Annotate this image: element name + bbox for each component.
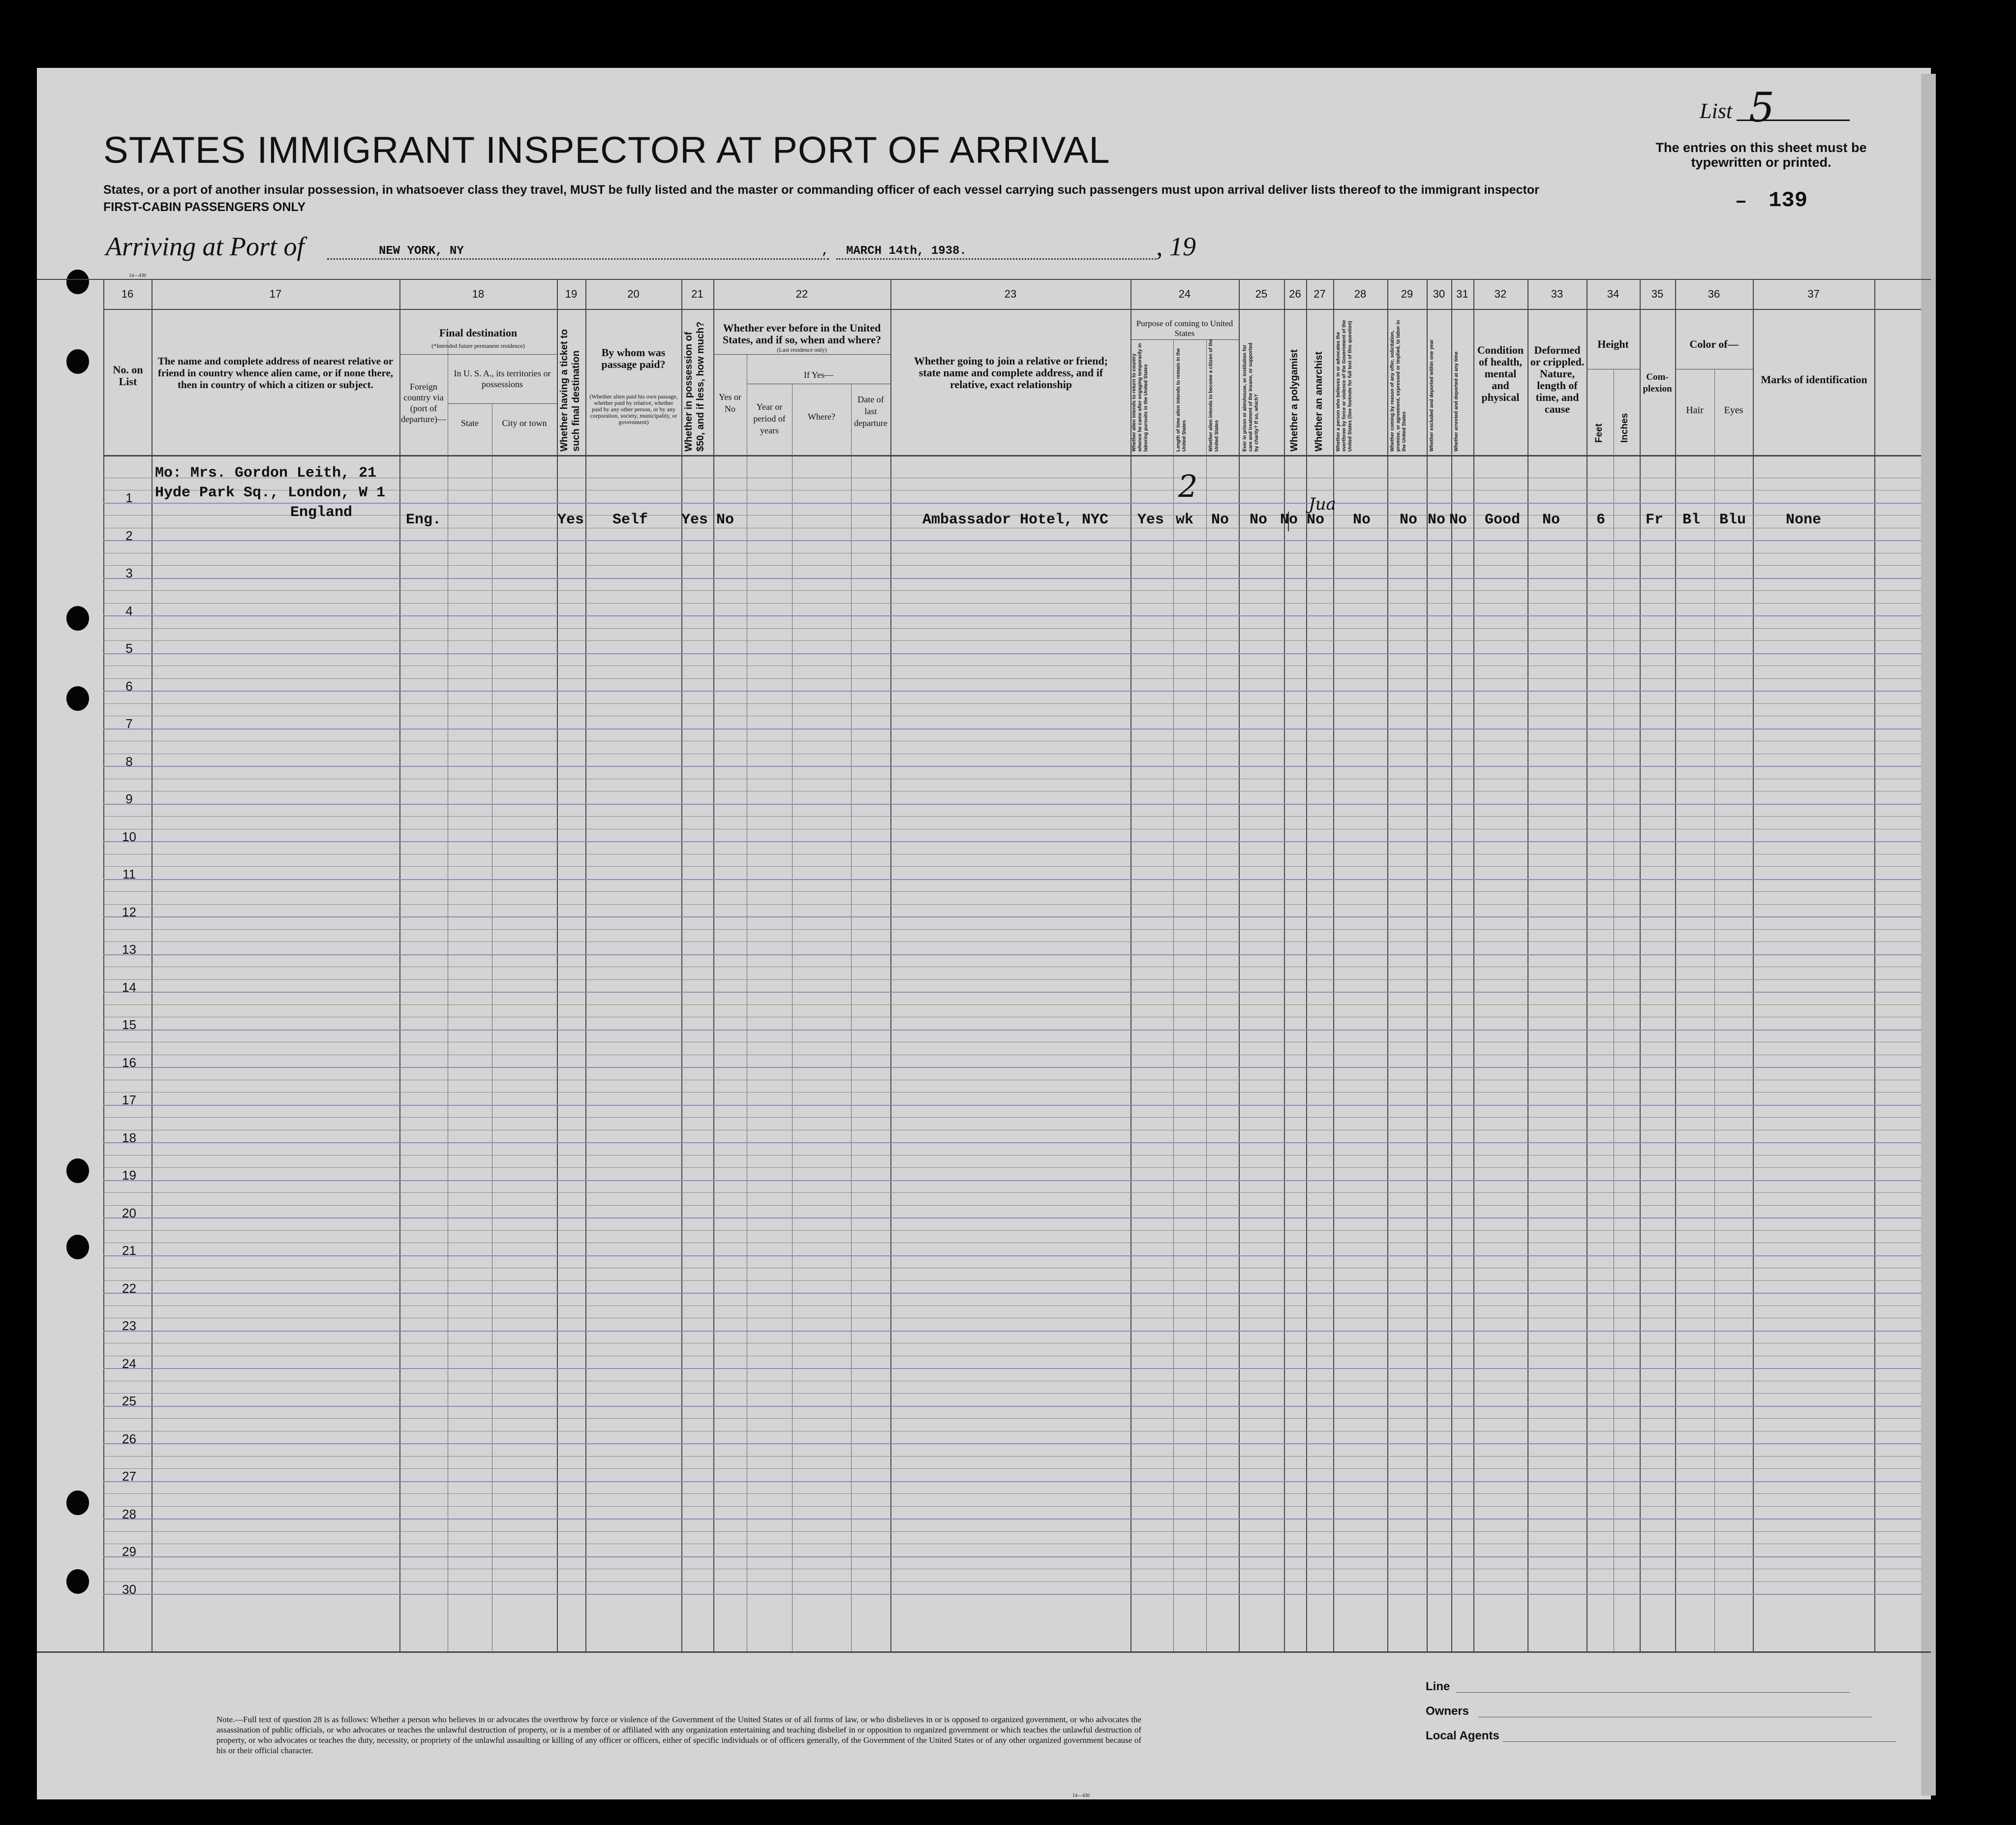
feet-value: 6 — [1596, 512, 1606, 528]
marks-value: None — [1786, 512, 1822, 528]
header-relative-address: The name and complete address of nearest relative or friend in country whence alien came, or if none there, then in country of which a citizen or subject. — [157, 355, 394, 391]
row-rule — [103, 804, 1921, 805]
header-eyes: Eyes — [1724, 405, 1743, 416]
row-rule — [103, 653, 1921, 654]
col-border — [1753, 279, 1754, 1651]
row-number: 26 — [122, 1431, 136, 1446]
line-field — [1456, 1692, 1850, 1693]
form-code-top: 14—430 — [129, 273, 146, 278]
row-rule — [103, 1067, 1921, 1068]
header-foreign-country: Foreign country via (port of departure)— — [401, 382, 446, 424]
col-border — [1714, 369, 1715, 1651]
row-rule — [103, 816, 1921, 817]
length-handwritten: 2 — [1178, 468, 1198, 504]
foreign-country-value: Eng. — [406, 512, 442, 528]
header-ever-before: Whether ever before in the United States, and if so, when and where? — [722, 322, 882, 346]
row-rule — [103, 954, 1921, 955]
c18-usa-line — [448, 403, 557, 404]
col-border — [1527, 279, 1528, 1651]
col-border — [1874, 279, 1875, 1651]
joining-value: Ambassador Hotel, NYC — [922, 512, 1109, 528]
row-rule — [103, 1280, 1921, 1281]
header-anarchist: Whether an anarchist — [1313, 351, 1324, 452]
ticket-value: Yes — [557, 512, 584, 528]
row-number: 9 — [125, 791, 133, 806]
row-number: 28 — [122, 1506, 136, 1521]
col-border — [1306, 279, 1307, 1651]
date-value: MARCH 14th, 1938. — [846, 244, 967, 258]
sheet-edge — [1921, 74, 1936, 1795]
header-purpose: Purpose of coming to United States — [1136, 319, 1233, 338]
row-rule — [103, 1092, 1921, 1093]
col-number: 35 — [1651, 288, 1664, 300]
col-number: 19 — [565, 288, 578, 300]
row-number: 2 — [125, 528, 133, 543]
stamp-dash — [1737, 201, 1745, 203]
row-rule — [103, 603, 1921, 604]
header-ever-before-sub: (Last residence only) — [777, 346, 827, 353]
row-rule — [103, 904, 1921, 905]
row-rule — [103, 1004, 1921, 1005]
c18-sub-line — [399, 354, 557, 355]
row-rule — [103, 565, 1921, 566]
header-years: Year or period of years — [753, 402, 786, 435]
row-rule — [103, 503, 1921, 504]
header-q28: Whether a person who believes in or advocates the overthrow by force or violence of the Government of the United States (See footnote for full text of this question) — [1336, 320, 1353, 452]
col-border — [557, 279, 558, 1651]
list-label: List — [1700, 99, 1733, 123]
handwritten-annotation: Jua — [1309, 494, 1336, 514]
punch-hole — [66, 1569, 89, 1594]
col-border — [851, 384, 852, 1651]
col-border — [792, 384, 793, 1651]
header-health: Condition of health, mental and physical — [1477, 344, 1524, 403]
form-code-bottom: 14—430 — [1072, 1793, 1090, 1798]
class-line: FIRST-CABIN PASSENGERS ONLY — [103, 200, 306, 214]
punch-hole — [66, 349, 89, 374]
row-number: 14 — [122, 979, 136, 995]
col-number: 30 — [1433, 288, 1445, 300]
table-top-border — [37, 279, 1931, 280]
owners-label: Owners — [1426, 1704, 1469, 1718]
row-rule — [103, 1418, 1921, 1419]
return-value: Yes — [1137, 512, 1164, 528]
row-rule — [103, 992, 1921, 993]
list-number: 5 — [1749, 85, 1775, 131]
polygamist-value: No — [1280, 512, 1298, 528]
row-rule — [103, 729, 1921, 730]
header-complexion: Com-plexion — [1643, 372, 1672, 394]
row-rule — [103, 678, 1921, 679]
q28-value: No — [1353, 512, 1371, 528]
row-number: 24 — [122, 1356, 136, 1371]
col-number: 31 — [1456, 288, 1468, 300]
prison-value: No — [1250, 512, 1268, 528]
row-rule — [103, 1506, 1921, 1507]
row-number: 30 — [122, 1582, 136, 1597]
col-number: 29 — [1401, 288, 1413, 300]
header-yes-no: Yes or No — [719, 392, 741, 414]
row-rule — [103, 891, 1921, 892]
line-label: Line — [1426, 1680, 1450, 1693]
col-number: 32 — [1494, 288, 1507, 300]
row-rule — [103, 866, 1921, 867]
col-number: 20 — [627, 288, 640, 300]
row-rule — [103, 1293, 1921, 1294]
col-number: 18 — [472, 288, 485, 300]
row-number: 22 — [122, 1280, 136, 1296]
form-title: STATES IMMIGRANT INSPECTOR AT PORT OF ARRIVAL — [103, 129, 1110, 171]
header-if-yes: If Yes— — [803, 370, 833, 380]
health-value: Good — [1485, 512, 1521, 528]
header-deformed: Deformed or crippled. Nature, length of time, and cause — [1530, 344, 1585, 415]
header-height: Height — [1597, 338, 1629, 350]
row-rule — [103, 1481, 1921, 1482]
row-rule — [103, 1556, 1921, 1557]
local-agents-label: Local Agents — [1426, 1729, 1499, 1742]
row-number: 21 — [122, 1243, 136, 1258]
row-number: 19 — [122, 1168, 136, 1183]
relative-address-line3: England — [290, 504, 353, 521]
before-in-us-value: No — [716, 512, 734, 528]
relative-address-line1: Mo: Mrs. Gordon Leith, 21 — [155, 465, 377, 482]
header-final-destination-sub: (*Intended future permanent residence) — [431, 342, 525, 349]
col-border — [890, 279, 891, 1651]
row-rule — [103, 916, 1921, 917]
row-rule — [103, 640, 1921, 641]
col-border — [1206, 339, 1207, 1651]
header-no-on-list: No. on List — [113, 364, 143, 388]
punch-hole — [66, 686, 89, 711]
row-rule — [103, 766, 1921, 767]
q31-value: No — [1449, 512, 1467, 528]
row-rule — [103, 628, 1921, 629]
row-number: 17 — [122, 1093, 136, 1107]
header-final-destination: Final destination — [439, 327, 518, 339]
eyes-value: Blu — [1719, 512, 1746, 528]
row-number: 16 — [122, 1055, 136, 1070]
row-rule — [103, 703, 1921, 704]
deformed-value: No — [1542, 512, 1560, 528]
citizen-value: No — [1211, 512, 1229, 528]
row-rule — [103, 1594, 1921, 1595]
header-feet: Feet — [1594, 423, 1604, 443]
header-city: City or town — [502, 418, 547, 428]
header-q31: Whether arrested and deported at any time — [1454, 351, 1459, 452]
header-passage-paid-sub: (Whether alien paid his own passage, whether paid by relative, whether paid by any other person, or by any corporation, society, municipality, or government) — [589, 393, 678, 426]
col-border — [1387, 279, 1388, 1651]
header-where: Where? — [808, 412, 835, 422]
col-border — [585, 279, 586, 1651]
header-last-departure: Date of last departure — [854, 395, 887, 428]
row-rule — [103, 1443, 1921, 1444]
anarchist-value: No — [1307, 512, 1325, 528]
row-rule — [103, 1105, 1921, 1106]
local-agents-field — [1503, 1741, 1896, 1742]
row-rule — [103, 1230, 1921, 1231]
manifest-sheet — [37, 68, 1931, 1799]
punch-hole — [66, 606, 89, 631]
row-number: 3 — [125, 566, 133, 580]
arriving-label: Arriving at Port of — [106, 232, 305, 261]
header-in-usa: In U. S. A., its territories or possessions — [454, 368, 551, 389]
row-rule — [103, 929, 1921, 930]
col-number: 16 — [121, 288, 134, 300]
row-rule — [103, 1192, 1921, 1193]
col-number: 22 — [795, 288, 808, 300]
col-border — [103, 279, 104, 1651]
q30-value: No — [1428, 512, 1446, 528]
fifty-dollars-value: Yes — [681, 512, 708, 528]
row-rule — [103, 1142, 1921, 1143]
col-number: 17 — [269, 288, 282, 300]
col-border — [1451, 279, 1452, 1651]
row-number: 15 — [122, 1017, 136, 1032]
row-rule — [103, 1531, 1921, 1532]
row-rule — [103, 1493, 1921, 1494]
row-rule — [103, 879, 1921, 880]
instruction-line: States, or a port of another insular possession, in whatsoever class they travel, MUST be fully listed and the master or commanding officer of each vessel carrying such passengers must upon arrival deliver lists thereof to the immigrant inspector — [103, 183, 1539, 197]
row-rule — [103, 1167, 1921, 1168]
row-number: 23 — [122, 1318, 136, 1333]
col-number: 21 — [691, 288, 703, 300]
row-number: 29 — [122, 1544, 136, 1559]
col-number: 37 — [1807, 288, 1820, 300]
header-q30: Whether excluded and deported within one year — [1429, 339, 1435, 452]
row-number: 20 — [122, 1205, 136, 1220]
row-number: 13 — [122, 942, 136, 957]
relative-address-line2: Hyde Park Sq., London, W 1 — [155, 485, 386, 501]
row-rule — [103, 1368, 1921, 1369]
row-rule — [103, 1519, 1921, 1520]
row-rule — [103, 1255, 1921, 1256]
col-border — [681, 279, 682, 1651]
q29-value: No — [1400, 512, 1418, 528]
row-rule — [103, 979, 1921, 980]
row-rule — [103, 1331, 1921, 1332]
passage-paid-value: Self — [612, 512, 648, 528]
header-length-of-stay: Length of time alien intends to remain in the United States — [1176, 348, 1187, 452]
col-border — [1587, 279, 1588, 1651]
port-field-line — [327, 258, 829, 260]
header-hair: Hair — [1686, 405, 1704, 416]
col-number: 25 — [1255, 288, 1268, 300]
row-rule — [103, 691, 1921, 692]
header-polygamist: Whether a polygamist — [1289, 349, 1300, 452]
row-number: 10 — [122, 829, 136, 844]
header-inches: Inches — [1619, 413, 1630, 443]
punch-hole — [66, 1235, 89, 1259]
row-rule — [103, 1155, 1921, 1156]
date-field-line — [836, 258, 1156, 260]
col-border — [1284, 279, 1285, 1651]
col-border — [1640, 279, 1641, 1651]
port-comma: , — [822, 244, 829, 258]
row-rule — [103, 578, 1921, 579]
row-rule — [103, 1393, 1921, 1394]
header-color-of: Color of— — [1689, 338, 1739, 350]
col-number: 27 — [1313, 288, 1326, 300]
row-rule — [103, 1468, 1921, 1469]
row-rule — [103, 540, 1921, 541]
header-joining-relative: Whether going to join a relative or friend; state name and complete address, and if relative, exact relationship — [914, 355, 1108, 391]
list-underline — [1737, 120, 1850, 121]
row-rule — [103, 1180, 1921, 1181]
row-number: 4 — [125, 603, 133, 618]
col-border — [1130, 279, 1131, 1651]
col-number: 34 — [1607, 288, 1619, 300]
row-rule — [103, 1456, 1921, 1457]
header-ticket: Whether having a ticket to such final destination — [559, 329, 581, 452]
row-number: 11 — [122, 867, 136, 882]
port-value: NEW YORK, NY — [379, 244, 464, 258]
col-number: 24 — [1178, 288, 1191, 300]
col-border — [713, 279, 714, 1651]
row-number: 18 — [122, 1130, 136, 1145]
header-state: State — [461, 418, 479, 428]
col-number: 28 — [1354, 288, 1367, 300]
col-number: 36 — [1708, 288, 1720, 300]
length-unit-value: wk — [1176, 512, 1194, 528]
col-border — [1333, 279, 1334, 1651]
col-border — [1173, 339, 1174, 1651]
col-number: 26 — [1289, 288, 1301, 300]
punch-hole — [66, 1490, 89, 1515]
header-fifty-dollars: Whether in possession of $50, and if less, how much? — [683, 321, 706, 452]
year-prefix: , 19 — [1156, 232, 1196, 261]
col-border — [1675, 279, 1676, 1651]
punch-hole — [66, 1158, 89, 1183]
header-marks: Marks of identification — [1761, 373, 1867, 386]
stamp-number: 139 — [1769, 188, 1808, 213]
header-return-intent: Whether alien intends to return to country whence he came after engaging temporarily in laboring pursuits in the United States — [1131, 343, 1149, 452]
header-become-citizen: Whether alien intends to become a citizen of the United States — [1208, 339, 1220, 452]
row-number: 5 — [125, 641, 133, 656]
col-border — [1473, 279, 1474, 1651]
col-border — [1427, 279, 1428, 1651]
complexion-value: Fr — [1646, 512, 1664, 528]
punch-hole — [66, 270, 89, 294]
row-number: 8 — [125, 754, 133, 769]
column-number-border — [103, 309, 1921, 310]
row-rule — [103, 1117, 1921, 1118]
row-number: 12 — [122, 904, 136, 919]
footnote-question-28: Note.—Full text of question 28 is as follows: Whether a person who believes in or advocates the overthrow by force or violence of the Government of the United States or of all forms of law, or who disbelieves in or is opposed to organized government, or who advocates the assassination of public officials, or who advocates or teaches the unlawful destruction of property, or is a member of or affiliated with any organization entertaining and teaching disbelief in or opposition to organized government or which teaches the unlawful destruction of property, or who advocates or teaches the duty, necessity, or propriety of the unlawful assaulting or killing of any officer or officers, either of specific individuals or of officers generally, of the Government of the United States or of any other organized government because of his or their official character. — [216, 1715, 1141, 1755]
ditto-tick — [1288, 512, 1289, 531]
row-number: 25 — [122, 1394, 136, 1408]
row-number: 1 — [125, 490, 133, 505]
row-rule — [103, 1205, 1921, 1206]
col-number: 33 — [1551, 288, 1563, 300]
c22-sub-line — [713, 354, 890, 355]
header-passage-paid: By whom was passage paid? — [601, 346, 666, 370]
row-rule — [103, 1217, 1921, 1218]
row-rule — [103, 1406, 1921, 1407]
col-number: 23 — [1004, 288, 1017, 300]
row-rule — [103, 841, 1921, 842]
row-rule — [103, 1030, 1921, 1031]
header-bottom-border — [103, 455, 1921, 456]
entries-note: The entries on this sheet must be typewritten or printed. — [1655, 140, 1867, 170]
row-rule — [103, 615, 1921, 616]
header-prison: Ever in prison or almshouse, or institution for care and treatment of the insane, or supported by charity? If so, which? — [1242, 342, 1259, 452]
row-number: 27 — [122, 1469, 136, 1484]
row-number: 6 — [125, 678, 133, 694]
row-number: 7 — [125, 716, 133, 731]
hair-value: Bl — [1682, 512, 1701, 528]
row-rule — [103, 590, 1921, 591]
col-border — [399, 279, 400, 1651]
table-bottom-border — [37, 1651, 1931, 1653]
header-q29: Whether coming by reason of any offer, solicitation, promise, or agreement, expressed or implied, to labor in the United States — [1390, 320, 1407, 452]
col-border — [1239, 279, 1240, 1651]
